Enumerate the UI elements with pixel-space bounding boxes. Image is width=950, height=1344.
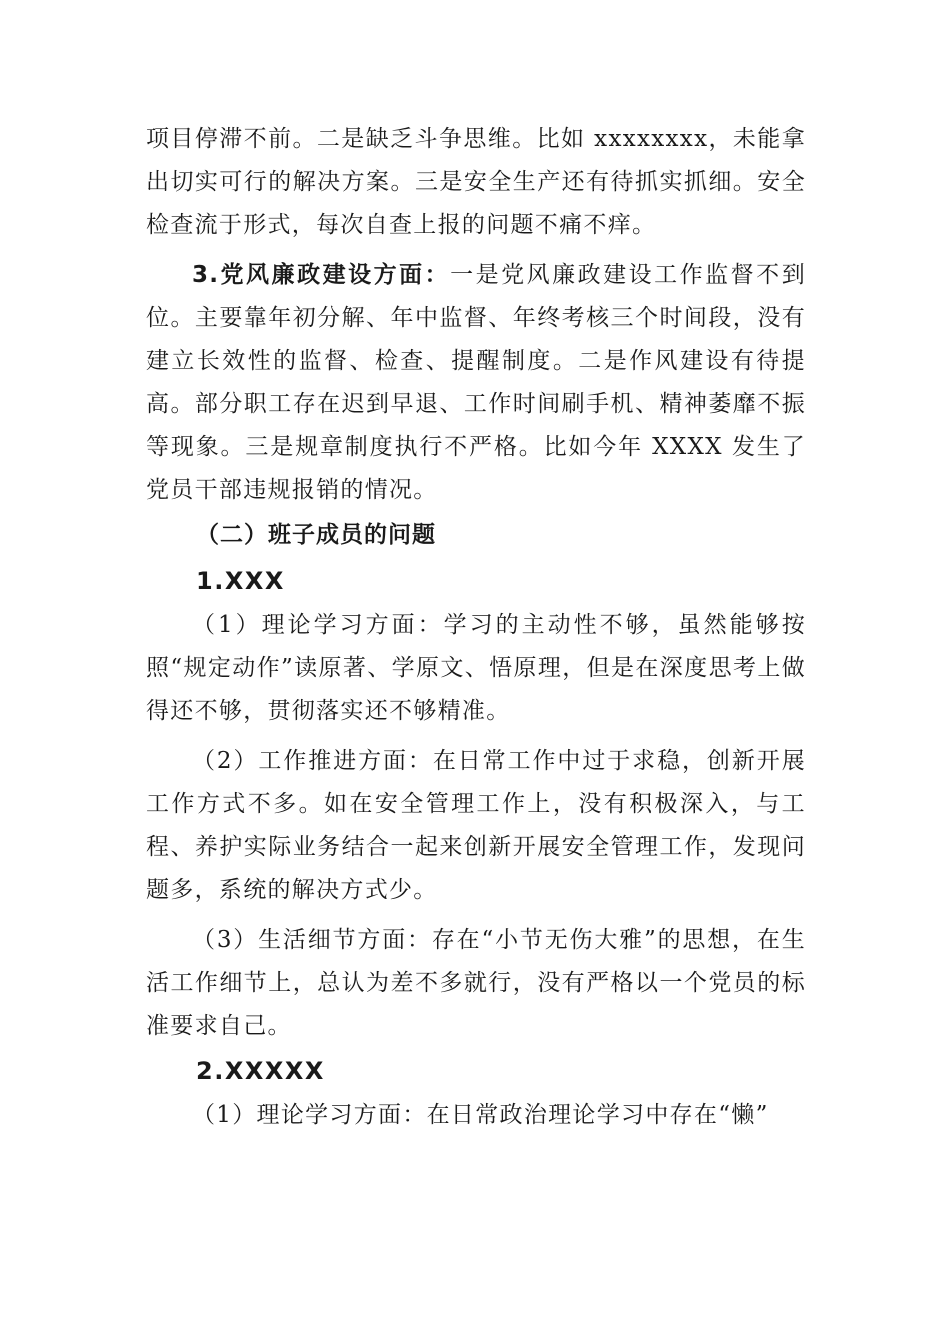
section-3-lead: 3.党风廉政建设方面： [192,262,451,288]
section-3-body: 一是党风廉政建设工作监督不到位。主要靠年初分解、年中监督、年终考核三个时间段，没有建立长效性的监督、检查、提醒制度。二是作风建设有待提高。部分职工存在迟到早退、工作时间刷手机、精神萎靡不振等现象。三是规章制度执行不严格。比如今年 XXXX 发生了党员干部违规报销的情况。 [146,262,806,503]
member-1-name: 1.XXX [196,567,285,595]
member-1-item-2: （2）工作推进方面：在日常工作中过于求稳，创新开展工作方式不多。如在安全管理工作上，没有积极深入，与工程、养护实际业务结合一起来创新开展安全管理工作，发现问题多，系统的解决方式少。 [146,748,806,903]
member-2-item-1: （1）理论学习方面：在日常政治理论学习中存在“懒” [192,1102,769,1128]
member-2-name: 2.XXXXX [196,1057,325,1085]
member-1-item-1: （1）理论学习方面：学习的主动性不够，虽然能够按照“规定动作”读原著、学原文、悟原理，但是在深度思考上做得还不够，贯彻落实还不够精准。 [146,612,806,724]
heading-leadership-members: （二）班子成员的问题 [196,522,436,548]
paragraph-section-3 [146,254,806,512]
paragraph-continued: 项目停滞不前。二是缺乏斗争思维。比如 xxxxxxxx，未能拿出切实可行的解决方案。三是安全生产还有待抓实抓细。安全检查流于形式，每次自查上报的问题不痛不痒。 [146,126,806,238]
document-body [146,118,806,1137]
member-1-item-3: （3）生活细节方面：存在“小节无伤大雅”的思想，在生活工作细节上，总认为差不多就行，没有严格以一个党员的标准要求自己。 [146,927,806,1039]
